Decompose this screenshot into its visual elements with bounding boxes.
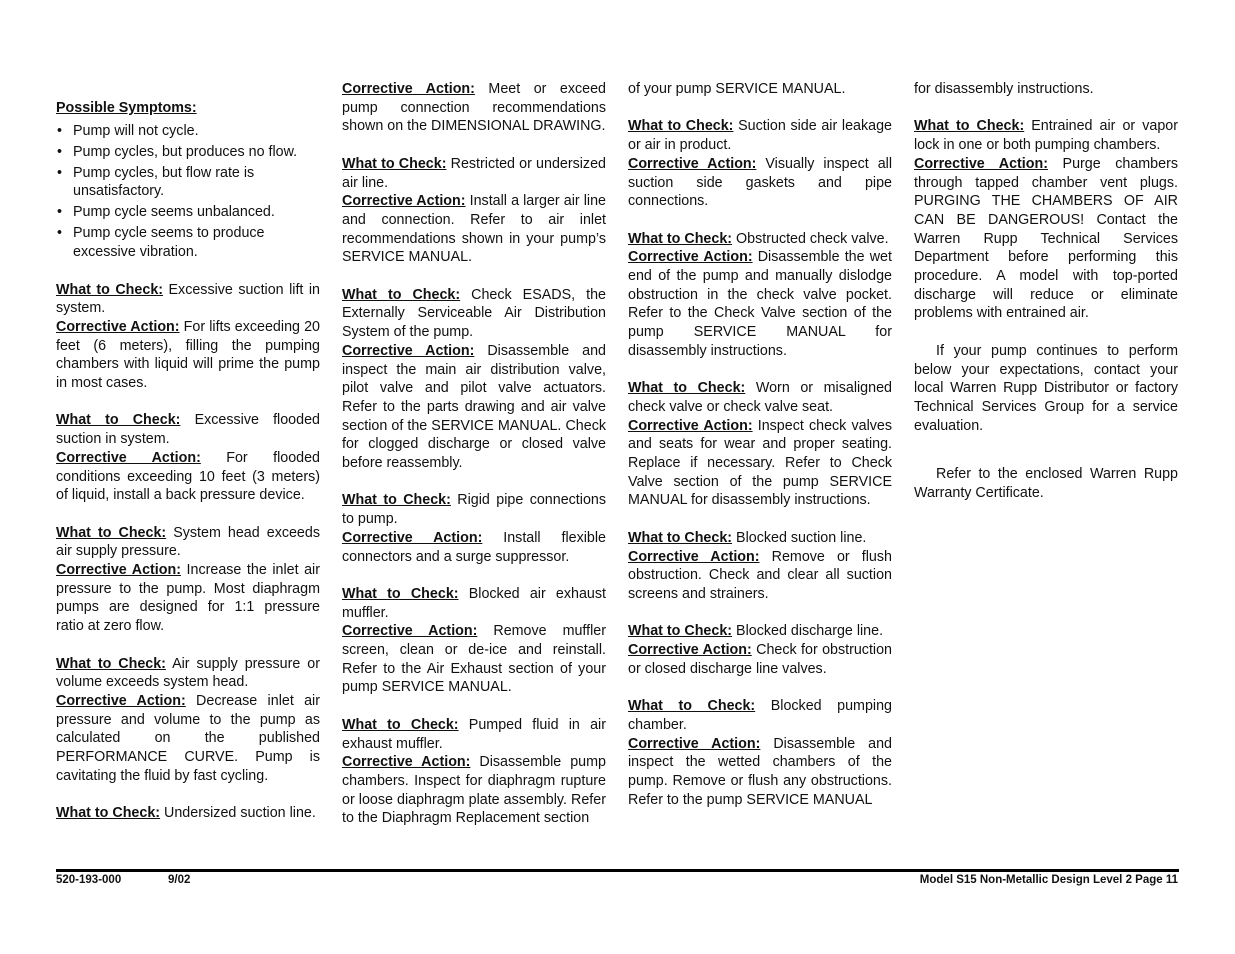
- entry-text: Blocked suction line.: [732, 529, 867, 546]
- entry-text: Visually inspect all suction side gaskets and pipe connections.: [628, 155, 892, 210]
- what-to-check-label: What to Check:: [56, 412, 181, 429]
- column-2: [342, 80, 606, 847]
- corrective-action-label: Corrective Action:: [628, 548, 760, 565]
- entry-text: Rigid pipe connections to pump.: [342, 492, 606, 528]
- corrective-action-label: Corrective Action:: [342, 754, 471, 771]
- column-3: [628, 80, 892, 828]
- what-to-check-label: What to Check:: [628, 623, 733, 640]
- entry-text: Purge chambers through tapped chamber vent plugs. PURGING THE CHAMBERS OF AIR CAN BE DANGEROUS! Contact the Warren Rupp Technical Services Department before performing this procedure. A model with top-ported discharge will reduce or eliminate problems with entrained air.: [914, 155, 1178, 322]
- check-block: [628, 529, 892, 604]
- corrective-action-label: Corrective Action:: [914, 155, 1048, 172]
- corrective-action-label: Corrective Action:: [342, 529, 483, 546]
- entry-text: Excessive flooded suction in system.: [56, 412, 320, 448]
- entry-text: Disassemble and inspect the wetted chambers of the pump. Remove or flush any obstructions. Refer to the pump SERVICE MANUAL: [628, 735, 892, 808]
- symptom-item: • Pump cycle seems to produce excessive vibration.: [56, 224, 320, 261]
- corrective-action-label: Corrective Action:: [628, 417, 753, 434]
- what-to-check-label: What to Check:: [342, 286, 461, 303]
- what-to-check-label: What to Check:: [914, 118, 1025, 135]
- footer-rule: [56, 869, 1179, 872]
- entry-text: Check ESADS, the Externally Serviceable Air Distribution System of the pump.: [342, 286, 606, 341]
- entry-text: Disassemble the wet end of the pump and manually dislodge obstruction in the check valve pocket. Refer to the Check Valve section of the pump SERVICE MANUAL for disassembly instructions.: [628, 249, 892, 359]
- check-block: [628, 230, 892, 361]
- what-to-check-label: What to Check:: [342, 716, 459, 733]
- what-to-check-label: What to Check:: [628, 118, 734, 135]
- entry-text: Remove muffler screen, clean or de-ice and reinstall. Refer to the Air Exhaust section of your pump SERVICE MANUAL.: [342, 623, 607, 696]
- what-to-check-label: What to Check:: [342, 155, 447, 172]
- check-block: [628, 379, 892, 510]
- entry-text: For lifts exceeding 20 feet (6 meters), filling the pumping chambers with liquid will prime the pump in most cases.: [56, 318, 320, 392]
- check-block: [342, 80, 606, 136]
- entry-text: Undersized suction line.: [160, 805, 316, 822]
- check-block: [914, 80, 1178, 99]
- corrective-action-label: Corrective Action:: [56, 318, 180, 335]
- check-block: [628, 697, 892, 809]
- column-2-blocks: [342, 80, 606, 828]
- check-block: [56, 281, 320, 393]
- check-block: [628, 622, 892, 678]
- what-to-check-label: What to Check:: [628, 230, 733, 247]
- entry-text: Suction side air leakage or air in product.: [628, 118, 892, 154]
- corrective-action-label: Corrective Action:: [342, 81, 475, 97]
- entry-text: Disassemble pump chambers. Inspect for diaphragm rupture or loose diaphragm plate assembly. Refer to the Diaphragm Replacement section: [342, 754, 606, 827]
- entry-text: Install flexible connectors and a surge suppressor.: [342, 529, 607, 565]
- corrective-action-label: Corrective Action:: [342, 342, 475, 359]
- entry-text: of your pump SERVICE MANUAL.: [628, 81, 846, 97]
- warranty-note: Refer to the enclosed Warren Rupp Warranty Certificate.: [914, 466, 1178, 502]
- what-to-check-label: What to Check:: [628, 380, 746, 397]
- what-to-check-label: What to Check:: [342, 585, 459, 602]
- entry-text: Remove or flush obstruction. Check and clear all suction screens and strainers.: [628, 548, 892, 602]
- check-block: [914, 117, 1178, 323]
- symptom-item: • Pump cycles, but flow rate is unsatisfactory.: [56, 164, 320, 201]
- entry-text: Decrease inlet air pressure and volume to the pump as calculated on the published PERFORMANCE CURVE. Pump is cavitating the fluid by fast cycling.: [56, 692, 320, 784]
- symptoms-heading: Possible Symptoms:: [56, 100, 197, 116]
- check-block: [342, 585, 606, 697]
- corrective-action-label: Corrective Action:: [56, 449, 201, 466]
- closing-paragraph: If your pump continues to perform below your expectations, contact your local Warren Rupp Distributor or factory Technical Services Group for a service evaluation.: [914, 342, 1178, 434]
- symptom-item: • Pump cycles, but produces no flow.: [56, 143, 320, 162]
- entry-text: Disassemble and inspect the main air distribution valve, pilot valve and pilot valve actuators. Refer to the parts drawing and air valve section of the SERVICE MANUAL. Check for clogged discharge or closed valve before reassembly.: [342, 342, 606, 472]
- column-4: [914, 80, 1178, 521]
- entry-text: Worn or misaligned check valve or check valve seat.: [628, 380, 892, 415]
- entry-text: For flooded conditions exceeding 10 feet (3 meters) of liquid, install a back pressure device.: [56, 449, 321, 504]
- check-block: [342, 155, 606, 267]
- check-block: [342, 286, 606, 473]
- column-1-blocks: [56, 281, 320, 823]
- check-block: [342, 491, 606, 566]
- entry-text: Meet or exceed pump connection recommendations shown on the DIMENSIONAL DRAWING.: [342, 81, 606, 135]
- footer-page-label: Model S15 Non-Metallic Design Level 2 Page 11: [919, 874, 1178, 886]
- entry-text: Blocked discharge line.: [732, 623, 884, 640]
- symptoms-list: [56, 122, 320, 262]
- entry-text: Obstructed check valve.: [732, 230, 889, 247]
- column-3-blocks: [628, 80, 892, 809]
- entry-text: for disassembly instructions.: [914, 81, 1094, 97]
- corrective-action-label: Corrective Action:: [342, 623, 478, 640]
- entry-text: System head exceeds air supply pressure.: [56, 524, 320, 560]
- what-to-check-label: What to Check:: [56, 524, 167, 541]
- check-block: [56, 655, 320, 786]
- what-to-check-label: What to Check:: [56, 655, 166, 672]
- entry-text: Excessive suction lift in system.: [56, 281, 320, 317]
- check-block: [56, 804, 320, 823]
- check-block: [628, 117, 892, 211]
- column-1: [56, 99, 320, 842]
- footer-date: 9/02: [168, 874, 191, 886]
- corrective-action-label: Corrective Action:: [56, 692, 186, 709]
- column-4-blocks: [914, 80, 1178, 323]
- entry-text: Blocked air exhaust muffler.: [342, 585, 606, 621]
- entry-text: Install a larger air line and connection. Refer to air inlet recommendations shown in your pump’s SERVICE MANUAL.: [342, 193, 606, 266]
- what-to-check-label: What to Check:: [342, 492, 451, 509]
- corrective-action-label: Corrective Action:: [628, 735, 761, 752]
- corrective-action-label: Corrective Action:: [56, 562, 181, 579]
- check-block: [56, 524, 320, 636]
- entry-text: Increase the inlet air pressure to the pump. Most diaphragm pumps are designed for 1:1 pressure ratio at zero flow.: [56, 562, 320, 635]
- what-to-check-label: What to Check:: [56, 281, 164, 298]
- entry-text: Check for obstruction or closed discharge line valves.: [628, 642, 893, 677]
- entry-text: Inspect check valves and seats for wear and proper seating. Replace if necessary. Refer to Check Valve section of the pump SERVICE MANUAL for disassembly instructions.: [628, 417, 892, 509]
- entry-text: Restricted or undersized air line.: [342, 155, 606, 191]
- entry-text: Entrained air or vapor lock in one or both pumping chambers.: [914, 118, 1178, 154]
- check-block: [342, 716, 606, 828]
- symptom-item: • Pump will not cycle.: [56, 122, 320, 141]
- entry-text: Pumped fluid in air exhaust muffler.: [342, 716, 606, 752]
- corrective-action-label: Corrective Action:: [628, 642, 752, 659]
- footer-doc-number: 520-193-000: [56, 874, 122, 886]
- corrective-action-label: Corrective Action:: [342, 193, 466, 210]
- what-to-check-label: What to Check:: [628, 529, 733, 546]
- corrective-action-label: Corrective Action:: [628, 155, 757, 172]
- what-to-check-label: What to Check:: [56, 805, 161, 822]
- entry-text: Blocked pumping chamber.: [628, 698, 892, 733]
- symptom-item: • Pump cycle seems unbalanced.: [56, 203, 320, 222]
- entry-text: Air supply pressure or volume exceeds system head.: [56, 655, 320, 691]
- what-to-check-label: What to Check:: [628, 698, 756, 715]
- check-block: [628, 80, 892, 99]
- corrective-action-label: Corrective Action:: [628, 249, 753, 266]
- check-block: [56, 411, 320, 505]
